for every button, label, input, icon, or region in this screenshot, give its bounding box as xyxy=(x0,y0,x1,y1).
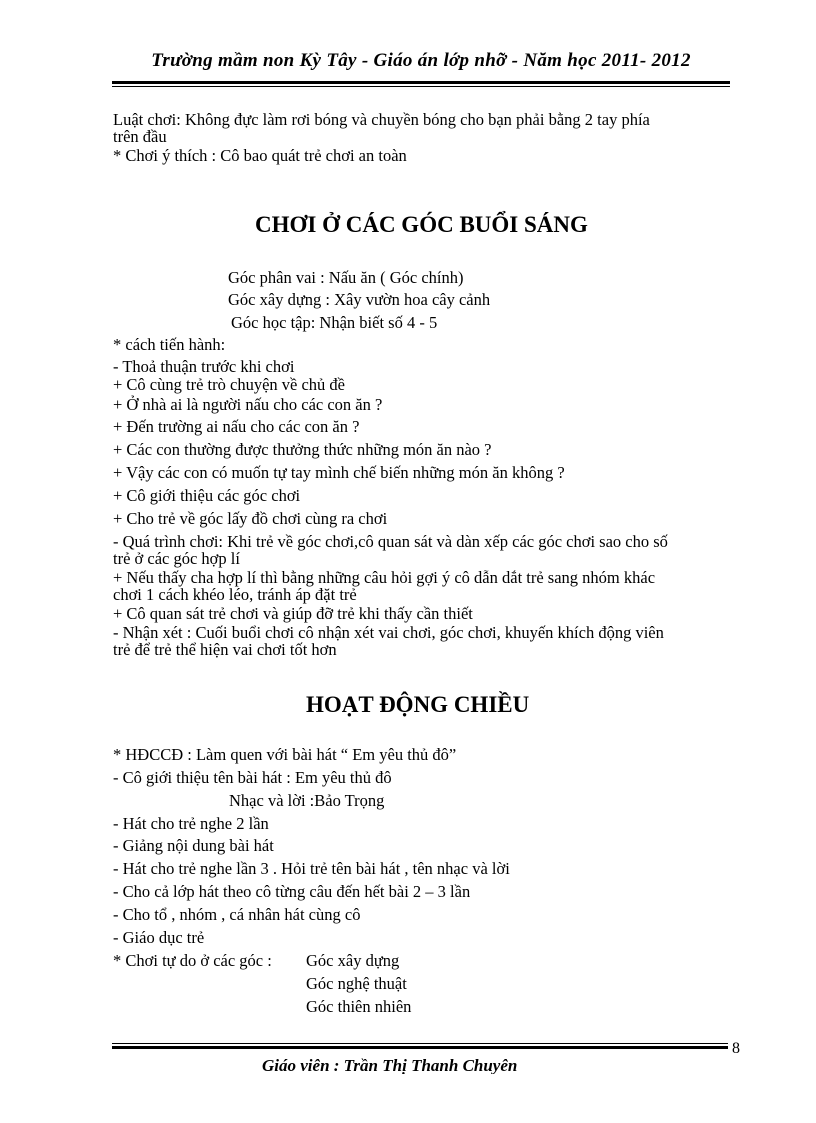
list-item: + Các con thường được thưởng thức những món ăn nào ? xyxy=(113,440,492,459)
observe-line: + Cô quan sát trẻ chơi và giúp đỡ trẻ khi thấy cần thiết xyxy=(113,604,473,623)
page-number: 8 xyxy=(732,1040,740,1057)
method-heading: * cách tiến hành: xyxy=(113,335,226,354)
footer-rule-thick xyxy=(112,1046,728,1049)
activity-line: * HĐCCĐ : Làm quen với bài hát “ Em yêu thủ đô” xyxy=(113,745,457,764)
activity-line: - Giáo dục trẻ xyxy=(113,928,205,947)
guide-line-1: + Nếu thấy cha hợp lí thì bằng những câu hỏi gợi ý cô dẫn dắt trẻ sang nhóm khác xyxy=(113,568,656,587)
agree-line: - Thoả thuận trước khi chơi xyxy=(113,357,295,376)
corner-item: Góc xây dựng xyxy=(306,951,400,970)
free-play-line: * Chơi ý thích : Cô bao quát trẻ chơi an toàn xyxy=(113,146,407,165)
review-line-2: trẻ để trẻ thể hiện vai chơi tốt hơn xyxy=(113,640,337,659)
corner-item: Góc nghệ thuật xyxy=(306,974,407,993)
footer-teacher: Giáo viên : Trần Thị Thanh Chuyên xyxy=(262,1056,518,1074)
page-header: Trường mầm non Kỳ Tây - Giáo án lớp nhỡ - Năm học 2011- 2012 xyxy=(151,50,691,71)
list-item: + Vậy các con có muốn tự tay mình chế biến những món ăn không ? xyxy=(113,463,565,482)
list-item: + Cô giới thiệu các góc chơi xyxy=(113,486,301,505)
rule-line-1: Luật chơi: Không đực làm rơi bóng và chuyền bóng cho bạn phải bằng 2 tay phía xyxy=(113,110,650,129)
activity-line: - Cho tổ , nhóm , cá nhân hát cùng cô xyxy=(113,905,361,924)
rule-line-2: trên đầu xyxy=(113,127,167,146)
list-item: + Cô cùng trẻ trò chuyện về chủ đề xyxy=(113,375,345,394)
process-line-2: trẻ ở các góc hợp lí xyxy=(113,549,240,568)
guide-line-2: chơi 1 cách khéo léo, tránh áp đặt trẻ xyxy=(113,585,357,604)
song-author: Nhạc và lời :Bảo Trọng xyxy=(229,791,385,810)
free-corner-heading: * Chơi tự do ở các góc : xyxy=(113,951,272,970)
morning-title: CHƠI Ở CÁC GÓC BUỔI SÁNG xyxy=(255,212,588,237)
activity-line: - Hát cho trẻ nghe 2 lần xyxy=(113,814,269,833)
review-line-1: - Nhận xét : Cuối buổi chơi cô nhận xét vai chơi, góc chơi, khuyến khích động viên xyxy=(113,623,664,642)
corner-1: Góc phân vai : Nấu ăn ( Góc chính) xyxy=(228,268,464,287)
activity-line: - Hát cho trẻ nghe lần 3 . Hỏi trẻ tên bài hát , tên nhạc và lời xyxy=(113,859,510,878)
list-item: + Đến trường ai nấu cho các con ăn ? xyxy=(113,417,360,436)
list-item: + Cho trẻ về góc lấy đồ chơi cùng ra chơi xyxy=(113,509,388,528)
afternoon-title: HOẠT ĐỘNG CHIỀU xyxy=(306,692,530,717)
activity-line: - Giảng nội dung bài hát xyxy=(113,836,274,855)
list-item: + Ở nhà ai là người nấu cho các con ăn ? xyxy=(113,395,383,414)
footer-rule xyxy=(112,1043,728,1044)
header-rule-thin xyxy=(112,86,730,87)
process-line-1: - Quá trình chơi: Khi trẻ về góc chơi,cô quan sát và dàn xếp các góc chơi sao cho số xyxy=(113,532,668,551)
activity-line: - Cho cả lớp hát theo cô từng câu đến hết bài 2 – 3 lần xyxy=(113,882,471,901)
corner-2: Góc xây dựng : Xây vườn hoa cây cảnh xyxy=(228,290,491,309)
activity-line: - Cô giới thiệu tên bài hát : Em yêu thủ đô xyxy=(113,768,392,787)
corner-item: Góc thiên nhiên xyxy=(306,997,412,1016)
header-rule xyxy=(112,81,730,84)
corner-3: Góc học tập: Nhận biết số 4 - 5 xyxy=(231,313,438,332)
